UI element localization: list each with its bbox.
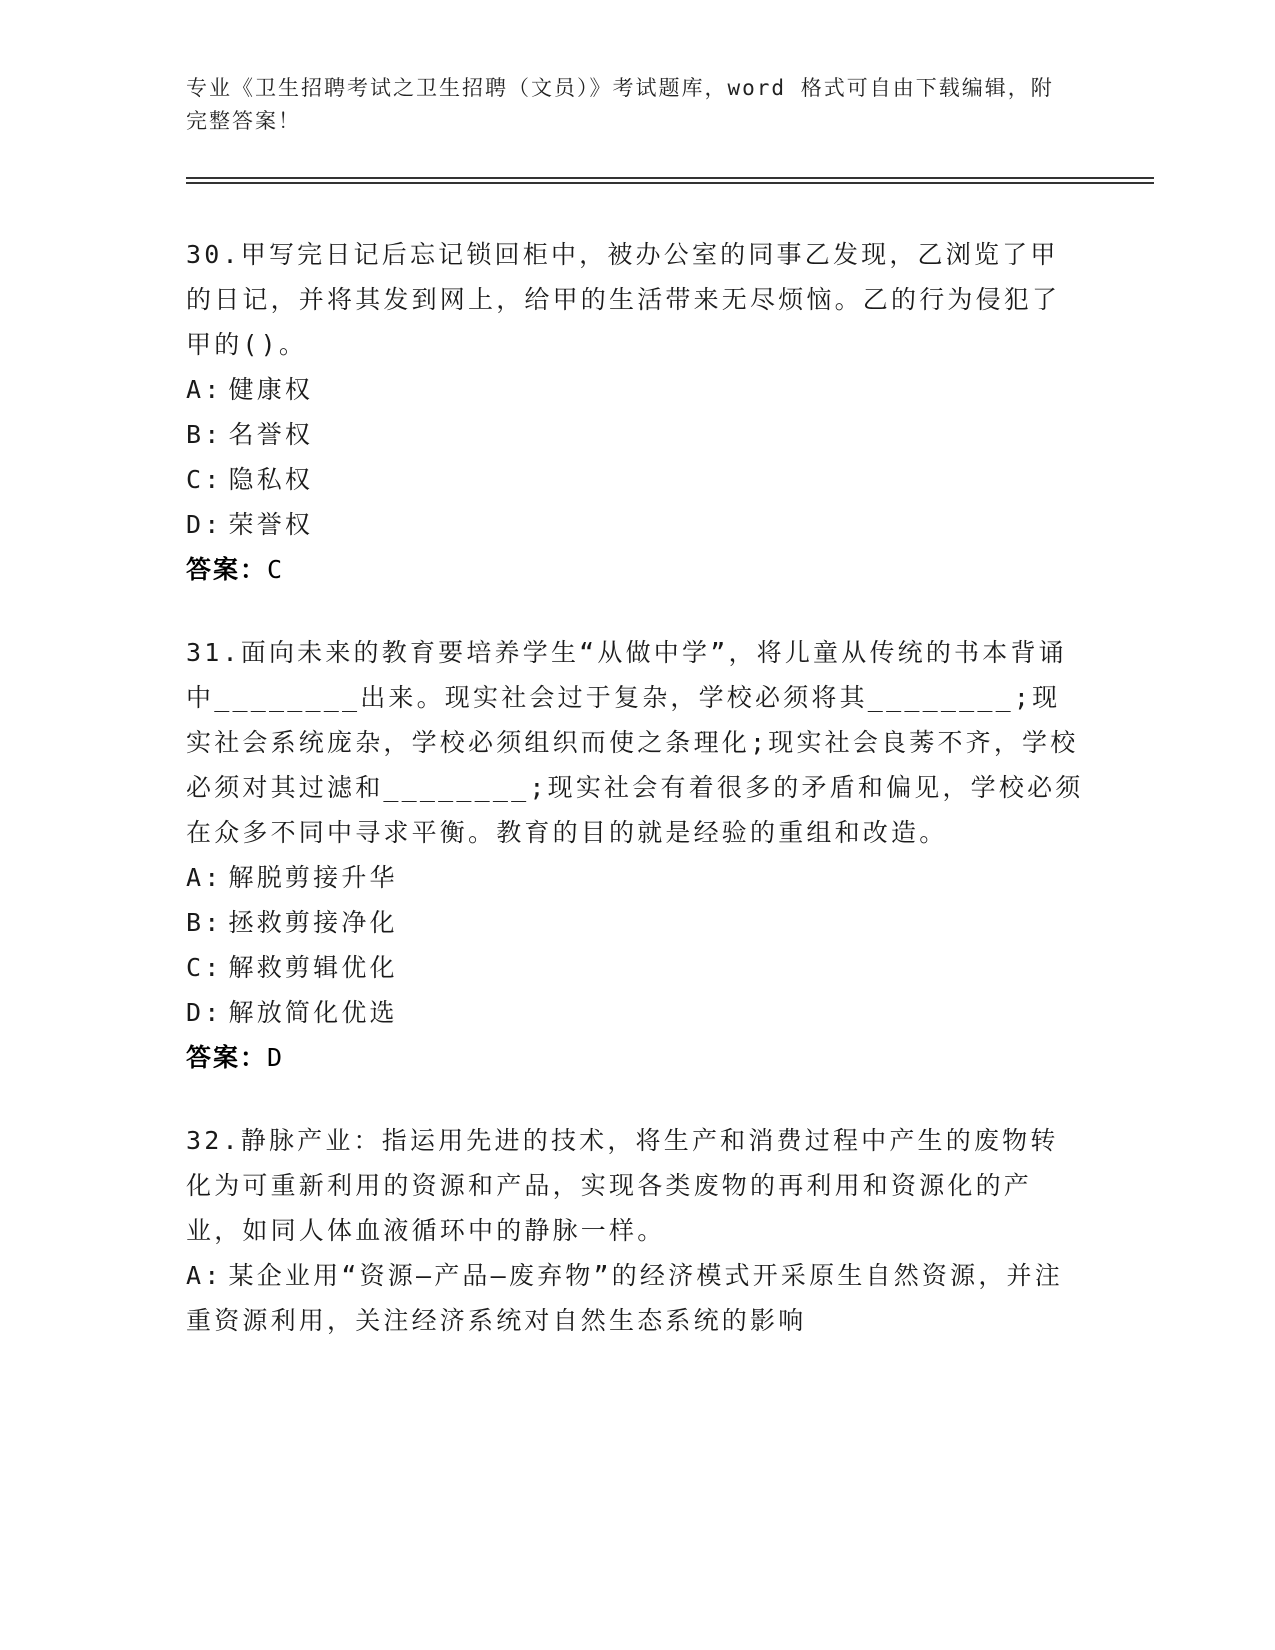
question-stem: 31.面向未来的教育要培养学生“从做中学”，将儿童从传统的书本背诵中________出来。现实社会过于复杂，学校必须将其________;现实社会系统庞杂，学校必须组织而使之条理化;现实社会良莠不齐，学校必须对其过滤和________;现实社会有着很多的矛盾和偏见，学校必须在众多不同中寻求平衡。教育的目的就是经验的重组和改造。 <box>186 638 1084 847</box>
option-text: 名誉权 <box>228 420 314 449</box>
option-text: 荣誉权 <box>228 510 314 539</box>
option-letter: C: <box>186 465 223 494</box>
option-text: 某企业用“资源—产品—废弃物”的经济模式开采原生自然资源，并注重资源利用，关注经济系统对自然生态系统的影响 <box>186 1261 1063 1335</box>
document-header: 专业《卫生招聘考试之卫生招聘（文员）》考试题库，word 格式可自由下载编辑，附完整答案！ <box>186 76 1054 133</box>
question-stem: 32.静脉产业：指运用先进的技术，将生产和消费过程中产生的废物转化为可重新利用的资源和产品，实现各类废物的再利用和资源化的产业，如同人体血液循环中的静脉一样。 <box>186 1126 1059 1245</box>
question-30 <box>186 232 1086 592</box>
option-letter: D: <box>186 998 223 1027</box>
option-text: 健康权 <box>228 375 314 404</box>
option-text: 解脱剪接升华 <box>228 863 398 892</box>
answer-value: C <box>267 555 285 584</box>
answer-line <box>186 547 1086 592</box>
option-c <box>186 945 1086 990</box>
question-31 <box>186 630 1086 1080</box>
option-text: 拯救剪接净化 <box>228 908 398 937</box>
option-letter: B: <box>186 420 223 449</box>
option-b <box>186 900 1086 945</box>
answer-value: D <box>267 1043 285 1072</box>
option-a <box>186 1253 1086 1343</box>
option-c <box>186 457 1086 502</box>
answer-line <box>186 1035 1086 1080</box>
header-rule-bottom <box>186 182 1154 184</box>
question-32 <box>186 1118 1086 1343</box>
option-a <box>186 855 1086 900</box>
question-stem: 30.甲写完日记后忘记锁回柜中，被办公室的同事乙发现，乙浏览了甲的日记，并将其发到网上，给甲的生活带来无尽烦恼。乙的行为侵犯了甲的()。 <box>186 240 1061 359</box>
option-text: 解放简化优选 <box>228 998 398 1027</box>
option-letter: C: <box>186 953 223 982</box>
option-letter: A: <box>186 863 223 892</box>
option-text: 解救剪辑优化 <box>228 953 398 982</box>
option-d <box>186 502 1086 547</box>
answer-label: 答案： <box>186 1043 268 1072</box>
option-d <box>186 990 1086 1035</box>
question-list <box>186 232 1086 1381</box>
option-letter: A: <box>186 375 223 404</box>
option-text: 隐私权 <box>228 465 314 494</box>
option-letter: B: <box>186 908 223 937</box>
header-rule-top <box>186 177 1154 179</box>
answer-label: 答案： <box>186 555 268 584</box>
option-a <box>186 367 1086 412</box>
option-letter: D: <box>186 510 223 539</box>
option-b <box>186 412 1086 457</box>
option-letter: A: <box>186 1261 223 1290</box>
